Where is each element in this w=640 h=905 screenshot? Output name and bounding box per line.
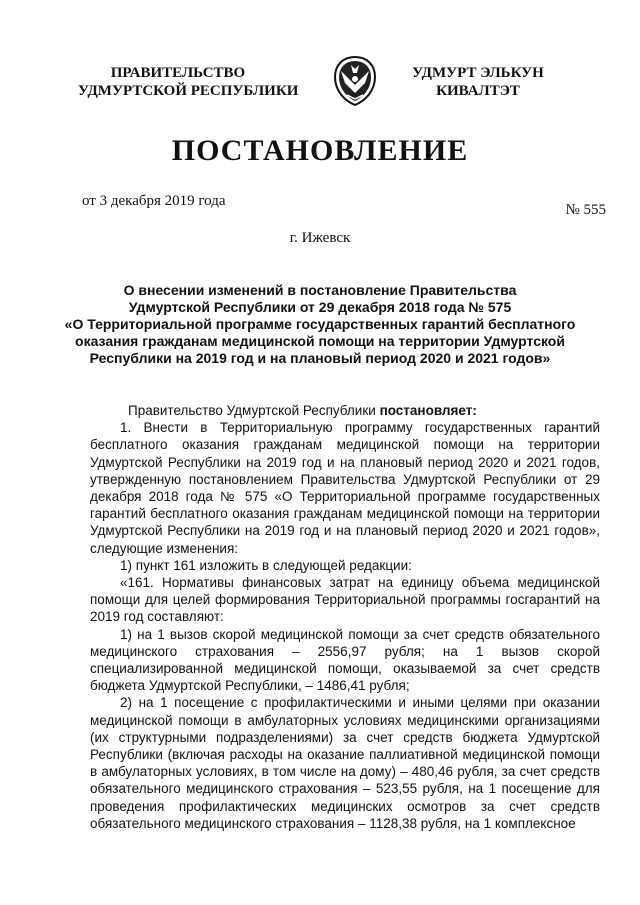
government-name-udmurt	[408, 64, 548, 100]
government-name-line1: ПРАВИТЕЛЬСТВО	[110, 65, 246, 81]
document-date: от 3 декабря 2019 года	[82, 193, 226, 209]
udmurt-coat-of-arms-icon	[331, 55, 379, 107]
document-city: г. Ижевск	[289, 230, 351, 246]
document-type-title: ПОСТАНОВЛЕНИЕ	[171, 134, 469, 167]
government-name-udmurt-line2: КИВАЛТЭТ	[436, 83, 520, 99]
government-name-russian	[78, 64, 299, 100]
heading-line5: Республики на 2019 год и на плановый период 2020 и 2021 годов»	[89, 350, 551, 366]
government-name-udmurt-line1: УДМУРТ ЭЛЬКУН	[412, 65, 544, 81]
document-number: № 555	[565, 202, 606, 218]
body-paragraph-1: 1. Внести в Территориальную программу государственных гарантий бесплатного оказания гражданам медицинской помощи на территории Удмуртской Республики на 2019 год и на плановый период 2020 и 2021 годов, утвержденную постановлением Правительства Удмуртской Республики от 29 декабря 2018 года № 575 «О Территориальной программе государственных гарантий бесплатного оказания гражданам медицинской помощи на территории Удмуртской Республики на 2019 год и на плановый период 2020 и 2021 годов», следующие изменения:	[90, 420, 600, 556]
body-paragraph-2: 1) пункт 161 изложить в следующей редакции:	[120, 557, 412, 573]
intro-text: Правительство Удмуртской Республики	[128, 403, 380, 418]
document-heading	[60, 282, 580, 367]
body-intro	[90, 402, 600, 419]
intro-bold: постановляет:	[379, 403, 477, 418]
heading-line1: О внесении изменений в постановление Правительства	[123, 282, 517, 298]
body-paragraph-5: 2) на 1 посещение с профилактическими и иными целями при оказании медицинской помощи в амбулаторных условиях медицинскими организациями (их структурными подразделениями) за счет средств бюджета Удмуртской Республики (включая расходы на оказание паллиативной медицинской помощи в амбулаторных условиях, в том числе на дому) – 480,46 рубля, за счет средств обязательного медицинского страхования – 523,55 рубля, на 1 посещение для проведения профилактических медицинских осмотров за счет средств обязательного медицинского страхования – 1128,38 рубля, на 1 комплексное	[90, 695, 600, 831]
heading-line2: Удмуртской Республики от 29 декабря 2018 года № 575	[128, 299, 512, 315]
body-paragraph-4: 1) на 1 вызов скорой медицинской помощи за счет средств обязательного медицинского страхования – 2556,97 рубля; на 1 вызов скорой специализированной медицинской помощи, оказываемой за счет средств бюджета Удмуртской Республики, – 1486,41 рубля;	[90, 626, 600, 694]
body-paragraph-3: «161. Нормативы финансовых затрат на единицу объема медицинской помощи для целей формирования Территориальной программы госгарантий на 2019 год составляют:	[90, 575, 600, 625]
heading-line3: «О Территориальной программе государственных гарантий бесплатного	[64, 316, 576, 332]
government-name-line2: УДМУРТСКОЙ РЕСПУБЛИКИ	[78, 83, 299, 99]
document-body	[90, 402, 600, 832]
heading-line4: оказания гражданам медицинской помощи на территории Удмуртской	[75, 333, 565, 349]
